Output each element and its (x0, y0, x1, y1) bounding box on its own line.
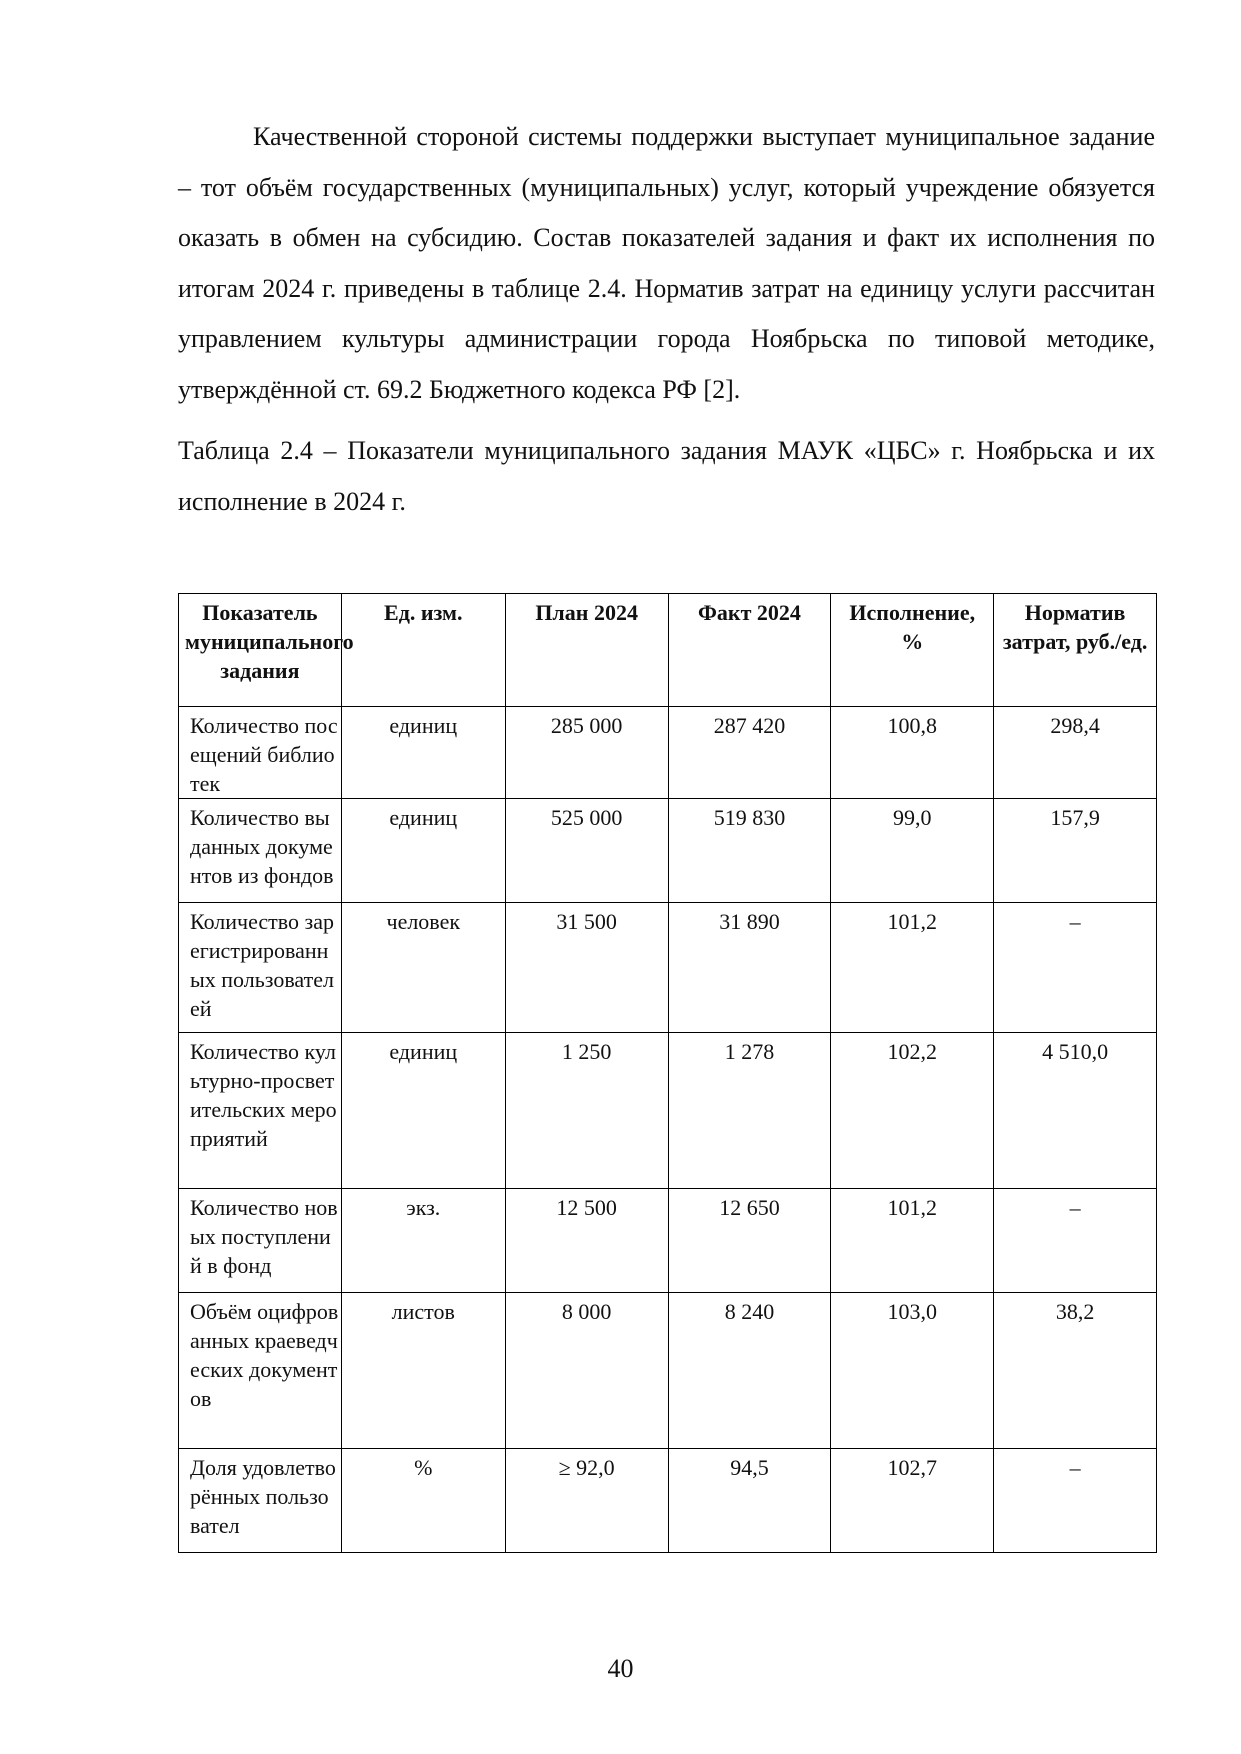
cell-cost-norm: – (994, 903, 1157, 1033)
table-row (179, 707, 1157, 799)
table-row (179, 1449, 1157, 1553)
header-plan: План 2024 (505, 594, 668, 707)
cell-cost-norm: 38,2 (994, 1293, 1157, 1449)
cell-fact: 12 650 (668, 1189, 831, 1293)
header-cost-norm: Норматив затрат, руб./ед. (994, 594, 1157, 707)
header-execution: Исполнение, % (831, 594, 994, 707)
table-row (179, 903, 1157, 1033)
cell-execution: 102,2 (831, 1033, 994, 1189)
cell-fact: 94,5 (668, 1449, 831, 1553)
cell-execution: 101,2 (831, 1189, 994, 1293)
cell-unit: листов (341, 1293, 505, 1449)
table-header-row (179, 594, 1157, 707)
table-row (179, 1293, 1157, 1449)
cell-plan: 1 250 (505, 1033, 668, 1189)
cell-unit: единиц (341, 799, 505, 903)
cell-execution: 102,7 (831, 1449, 994, 1553)
cell-plan: 525 000 (505, 799, 668, 903)
header-indicator: Показатель муниципального задания (179, 594, 342, 707)
cell-fact: 1 278 (668, 1033, 831, 1189)
cell-cost-norm: – (994, 1189, 1157, 1293)
cell-unit: % (341, 1449, 505, 1553)
page-number: 40 (607, 1654, 634, 1683)
page-body (178, 112, 1155, 527)
cell-execution: 103,0 (831, 1293, 994, 1449)
header-fact: Факт 2024 (668, 594, 831, 707)
cell-fact: 31 890 (668, 903, 831, 1033)
cell-plan: ≥ 92,0 (505, 1449, 668, 1553)
cell-fact: 8 240 (668, 1293, 831, 1449)
cell-plan: 8 000 (505, 1293, 668, 1449)
indicators-table (178, 593, 1157, 1553)
table-caption: Таблица 2.4 – Показатели муниципального задания МАУК «ЦБС» г. Ноябрьска и их исполнение в 2024 г. (178, 436, 1155, 516)
cell-cost-norm: – (994, 1449, 1157, 1553)
cell-unit: единиц (341, 707, 505, 799)
cell-indicator: Количество выданных документов из фондов (179, 799, 342, 903)
cell-fact: 287 420 (668, 707, 831, 799)
cell-execution: 100,8 (831, 707, 994, 799)
table-row (179, 1189, 1157, 1293)
body-paragraph: Качественной стороной системы поддержки выступает муниципальное задание – тот объём государственных (муниципальных) услуг, который учреждение обязуется оказать в обмен на субсидию. Состав показателей задания и факт их исполнения по итогам 2024 г. приведены в таблице 2.4. Норматив затрат на единицу услуги рассчитан управлением культуры администрации города Ноябрьска по типовой методике, утверждённой ст. 69.2 Бюджетного кодекса РФ [2]. (178, 122, 1155, 404)
cell-plan: 31 500 (505, 903, 668, 1033)
table-row (179, 1033, 1157, 1189)
cell-indicator: Количество новых поступлений в фонд (179, 1189, 342, 1293)
cell-unit: экз. (341, 1189, 505, 1293)
header-unit: Ед. изм. (341, 594, 505, 707)
cell-indicator: Количество посещений библиотек (179, 707, 342, 799)
cell-unit: человек (341, 903, 505, 1033)
cell-execution: 101,2 (831, 903, 994, 1033)
cell-execution: 99,0 (831, 799, 994, 903)
cell-cost-norm: 298,4 (994, 707, 1157, 799)
cell-unit: единиц (341, 1033, 505, 1189)
cell-fact: 519 830 (668, 799, 831, 903)
cell-indicator: Количество зарегистрированных пользователей (179, 903, 342, 1033)
cell-plan: 285 000 (505, 707, 668, 799)
cell-cost-norm: 157,9 (994, 799, 1157, 903)
table-row (179, 799, 1157, 903)
cell-indicator: Объём оцифрованных краеведческих документов (179, 1293, 342, 1449)
cell-cost-norm: 4 510,0 (994, 1033, 1157, 1189)
cell-indicator: Количество культурно-просветительских мероприятий (179, 1033, 342, 1189)
cell-indicator: Доля удовлетворённых пользовател (179, 1449, 342, 1553)
cell-plan: 12 500 (505, 1189, 668, 1293)
